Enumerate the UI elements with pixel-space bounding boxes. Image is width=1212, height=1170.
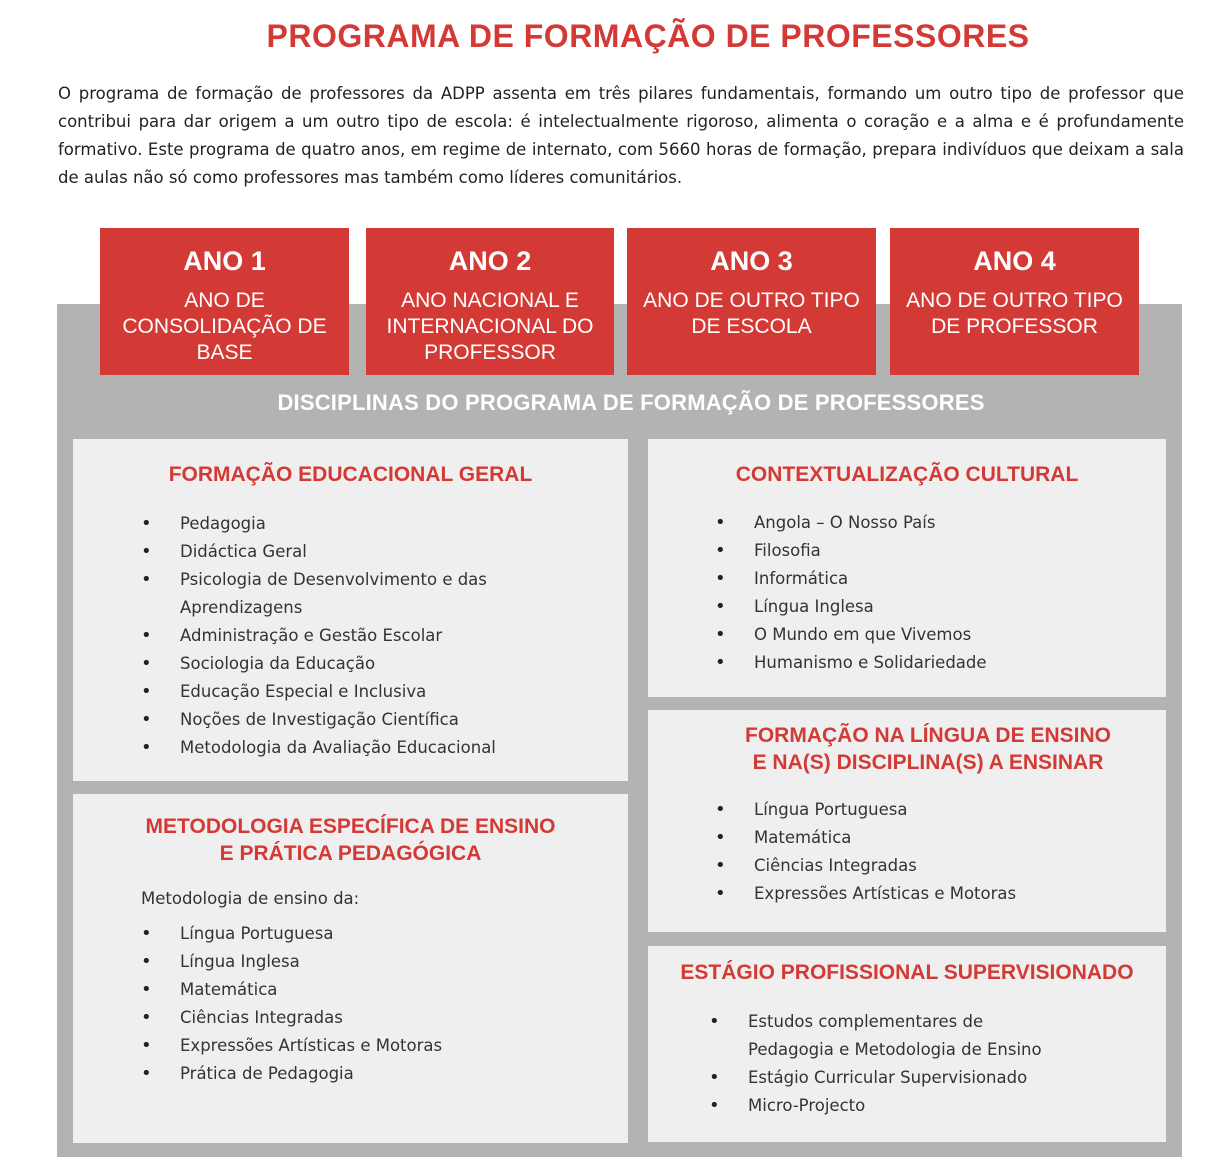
- section-language-training: [648, 710, 1166, 932]
- section-list: [648, 796, 1166, 908]
- list-item: • Matemática: [73, 976, 628, 1004]
- list-item: • Angola – O Nosso País: [648, 509, 1166, 537]
- list-item: • Educação Especial e Inclusiva: [73, 678, 628, 706]
- section-intro: Metodologia de ensino da:: [141, 889, 360, 908]
- section-list: [648, 509, 1166, 677]
- list-item: • Sociologia da Educação: [73, 650, 628, 678]
- list-item: • Pedagogia: [73, 510, 628, 538]
- year-number: ANO 1: [183, 246, 266, 276]
- list-item: • Micro-Projecto: [648, 1092, 1166, 1120]
- section-title: FORMAÇÃO EDUCACIONAL GERAL: [168, 463, 533, 486]
- year-card-3: [627, 228, 876, 375]
- list-item: • Estágio Curricular Supervisionado: [648, 1064, 1166, 1092]
- list-item: • Metodologia da Avaliação Educacional: [73, 734, 628, 762]
- list-item: • Matemática: [648, 824, 1166, 852]
- year-card-1: [100, 228, 349, 375]
- list-item: • Informática: [648, 565, 1166, 593]
- section-list: [73, 510, 628, 762]
- page-title: PROGRAMA DE FORMAÇÃO DE PROFESSORES: [266, 18, 1030, 54]
- list-item: • Língua Inglesa: [73, 948, 628, 976]
- section-cultural-context: [648, 439, 1166, 697]
- intro-paragraph: O programa de formação de professores da ADPP assenta em três pilares fundamentais, formando um outro tipo de professor que contribui para dar origem a um outro tipo de escola: é intelectualmente rigoroso, alimenta o coração e a alma e é profundamente formativo. Este programa de quatro anos, em regime de internato, com 5660 horas de formação, prepara indivíduos que deixam a sala de aulas não só como professores mas também como líderes comunitários.: [58, 84, 1184, 187]
- list-item: • Estudos complementares de Pedagogia e Metodologia de Ensino: [648, 1008, 1048, 1064]
- year-number: ANO 4: [973, 246, 1056, 276]
- list-item: • Expressões Artísticas e Motoras: [648, 880, 1166, 908]
- list-item: • O Mundo em que Vivemos: [648, 621, 1166, 649]
- list-item: • Humanismo e Solidariedade: [648, 649, 1166, 677]
- list-item: • Filosofia: [648, 537, 1166, 565]
- section-general-education: [73, 439, 628, 781]
- list-item: • Ciências Integradas: [648, 852, 1166, 880]
- section-title: METODOLOGIA ESPECÍFICA DE ENSINO E PRÁTICA PEDAGÓGICA: [145, 815, 556, 865]
- list-item: • Didáctica Geral: [73, 538, 628, 566]
- panel-title: DISCIPLINAS DO PROGRAMA DE FORMAÇÃO DE PROFESSORES: [277, 390, 985, 415]
- section-teaching-methodology: [73, 794, 628, 1143]
- year-number: ANO 2: [448, 246, 532, 276]
- section-list: [73, 920, 628, 1088]
- section-title: ESTÁGIO PROFISSIONAL SUPERVISIONADO: [680, 961, 1134, 984]
- list-item: • Noções de Investigação Científica: [73, 706, 628, 734]
- year-card-2: [366, 228, 614, 375]
- section-title: CONTEXTUALIZAÇÃO CULTURAL: [735, 463, 1079, 486]
- year-number: ANO 3: [710, 246, 793, 276]
- section-supervised-internship: [648, 946, 1166, 1142]
- list-item: • Língua Portuguesa: [73, 920, 628, 948]
- list-item: • Língua Portuguesa: [648, 796, 1166, 824]
- year-name: ANO DE CONSOLIDAÇÃO DE BASE: [122, 289, 327, 364]
- list-item: • Expressões Artísticas e Motoras: [73, 1032, 628, 1060]
- year-name: ANO DE OUTRO TIPO DE ESCOLA: [643, 289, 860, 338]
- list-item: • Prática de Pedagogia: [73, 1060, 628, 1088]
- list-item: • Psicologia de Desenvolvimento e das Aprendizagens: [73, 566, 540, 622]
- section-list: [648, 1008, 1166, 1120]
- list-item: • Língua Inglesa: [648, 593, 1166, 621]
- list-item: • Administração e Gestão Escolar: [73, 622, 628, 650]
- year-card-4: [890, 228, 1139, 375]
- section-title: FORMAÇÃO NA LÍNGUA DE ENSINO E NA(S) DISCIPLINA(S) A ENSINAR: [745, 724, 1111, 774]
- year-name: ANO NACIONAL E INTERNACIONAL DO PROFESSOR: [386, 289, 594, 364]
- year-name: ANO DE OUTRO TIPO DE PROFESSOR: [906, 289, 1123, 338]
- list-item: • Ciências Integradas: [73, 1004, 628, 1032]
